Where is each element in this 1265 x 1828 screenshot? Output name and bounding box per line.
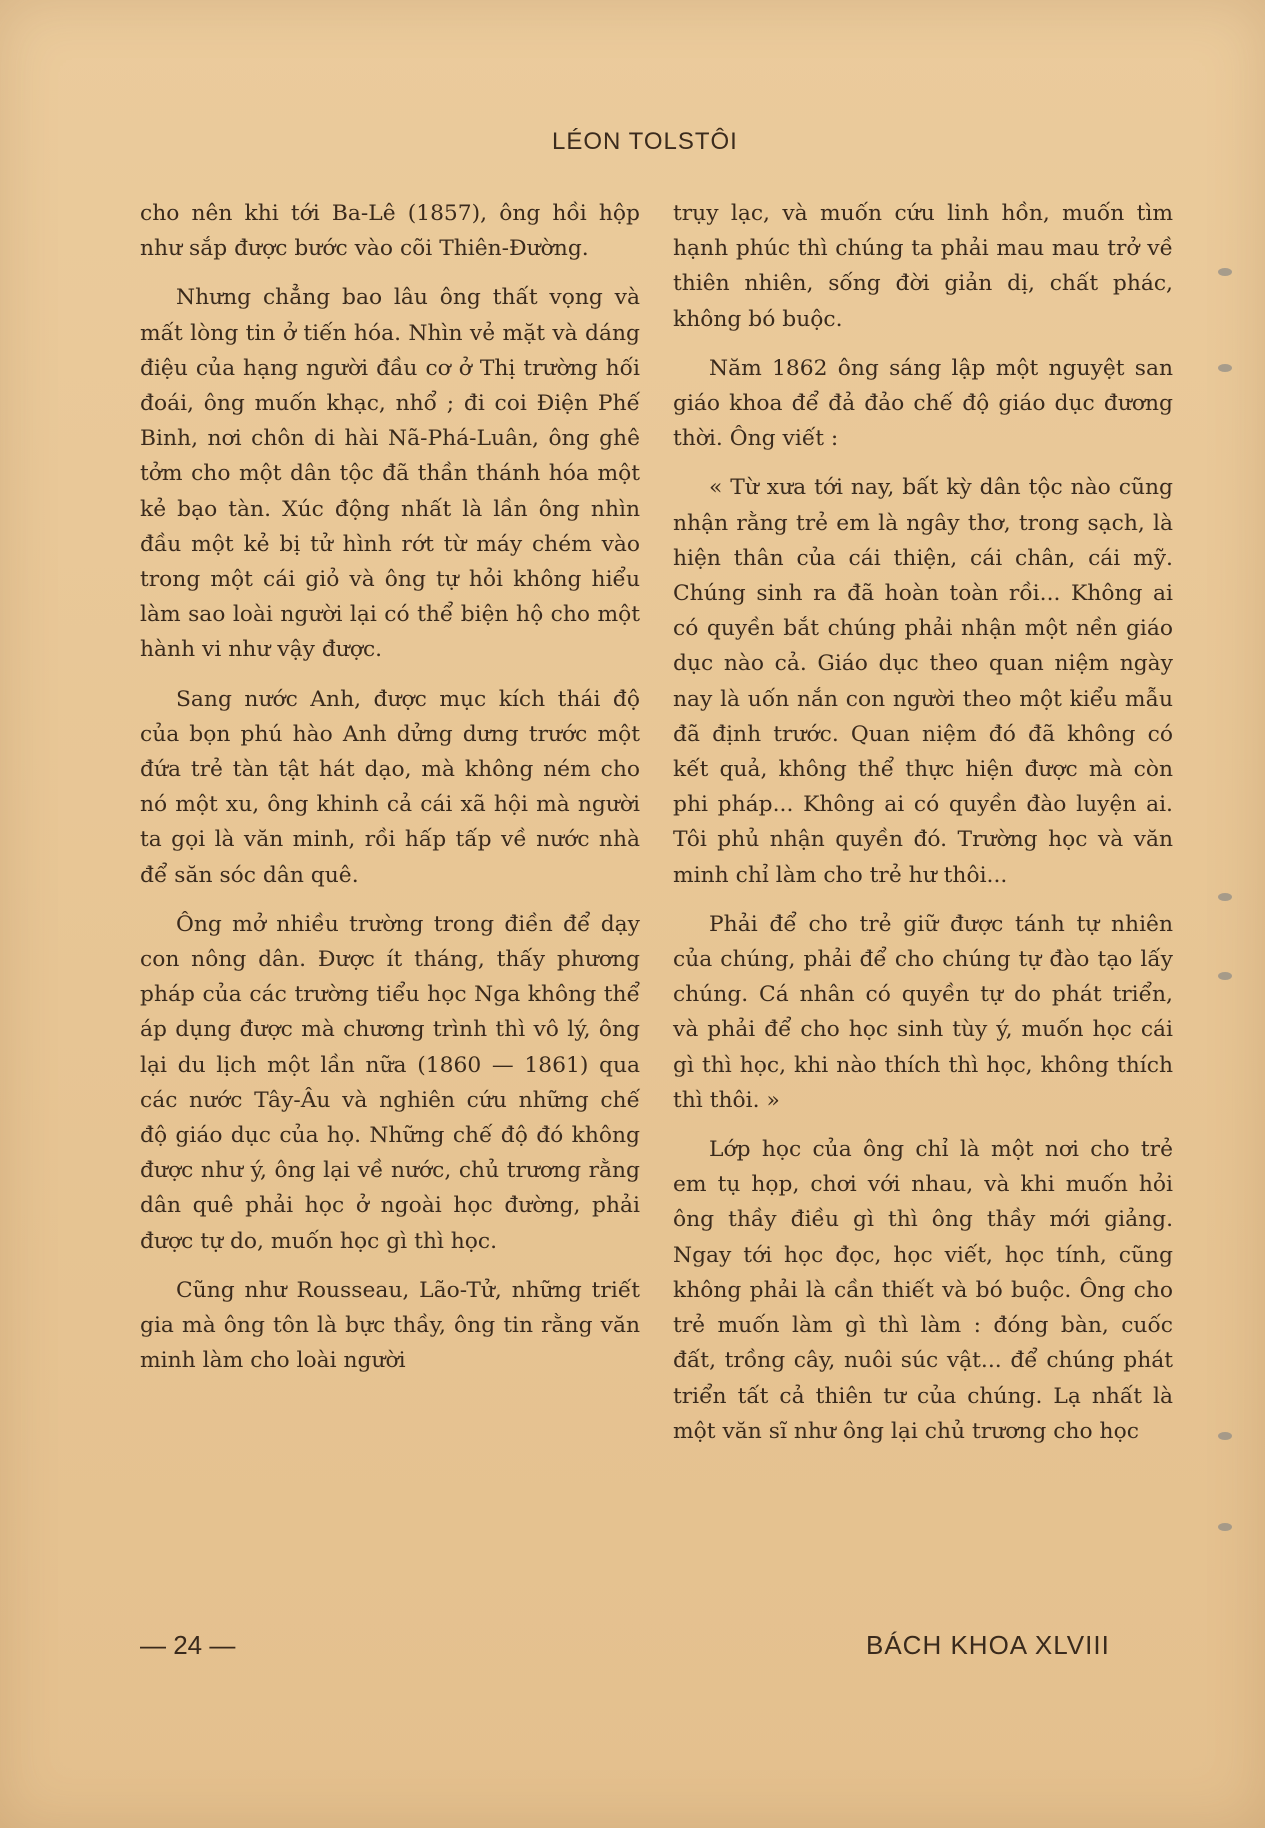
margin-stain [1218, 1432, 1232, 1440]
margin-stain [1218, 972, 1232, 980]
right-column [673, 196, 1173, 1463]
page-number: — 24 — [140, 1630, 236, 1660]
paragraph: Ông mở nhiều trường trong điền để dạy con nông dân. Được ít tháng, thấy phương pháp của các trường tiểu học Nga không thể áp dụng được mà chương trình thì vô lý, ông lại du lịch một lần nữa (1860 — 1861) qua các nước Tây-Âu và nghiên cứu những chế độ giáo dục của họ. Những chế độ đó không được như ý, ông lại về nước, chủ trương rằng dân quê phải học ở ngoài học đường, phải được tự do, muốn học gì thì học. [140, 911, 640, 1254]
paragraph: Cũng như Rousseau, Lão-Tử, những triết gia mà ông tôn là bực thầy, ông tin rằng văn minh làm cho loài người [140, 1277, 640, 1374]
paragraph: Lớp học của ông chỉ là một nơi cho trẻ em tụ họp, chơi với nhau, và khi muốn hỏi ông thầy điều gì thì ông thầy mới giảng. Ngay tới học đọc, học viết, học tính, cũng không phải là cần thiết và bó buộc. Ông cho trẻ muốn làm gì thì làm : đóng bàn, cuốc đất, trồng cây, nuôi súc vật... để chúng phát triển tất cả thiên tư của chúng. Lạ nhất là một văn sĩ như ông lại chủ trương cho học [673, 1137, 1173, 1444]
margin-stain [1218, 364, 1232, 372]
margin-stain [1218, 268, 1232, 276]
paragraph: Sang nước Anh, được mục kích thái độ của bọn phú hào Anh dửng dưng trước một đứa trẻ tàn tật hát dạo, mà không ném cho nó một xu, ông khinh cả cái xã hội mà người ta gọi là văn minh, rồi hấp tấp về nước nhà để săn sóc dân quê. [140, 686, 640, 888]
running-title: LÉON TOLSTÔI [552, 128, 738, 155]
paragraph: Nhưng chẳng bao lâu ông thất vọng và mất lòng tin ở tiến hóa. Nhìn vẻ mặt và dáng điệu của hạng người đầu cơ ở Thị trường hối đoái, ông muốn khạc, nhổ ; đi coi Điện Phế Binh, nơi chôn di hài Nã-Phá-Luân, ông ghê tởm cho một dân tộc đã thần thánh hóa một kẻ bạo tàn. Xúc động nhất là lần ông nhìn đầu một kẻ bị tử hình rớt từ máy chém vào trong một cái giỏ và ông tự hỏi không hiểu làm sao loài người lại có thể biện hộ cho một hành vi như vậy được. [140, 285, 640, 663]
paragraph: Năm 1862 ông sáng lập một nguyệt san giáo khoa để đả đảo chế độ giáo dục đương thời. Ông viết : [673, 355, 1173, 452]
left-column [140, 196, 640, 1393]
quote-paragraph: Phải để cho trẻ giữ được tánh tự nhiên của chúng, phải để cho chúng tự đào tạo lấy chúng. Cá nhân có quyền tự do phát triển, và phải để cho học sinh tùy ý, muốn học cái gì thì học, khi nào thích thì học, không thích thì thôi. » [673, 911, 1173, 1113]
quote-paragraph: « Từ xưa tới nay, bất kỳ dân tộc nào cũng nhận rằng trẻ em là ngây thơ, trong sạch, là hiện thân của cái thiện, cái chân, cái mỹ. Chúng sinh ra đã hoàn toàn rồi... Không ai có quyền bắt chúng phải nhận một nền giáo dục nào cả. Giáo dục theo quan niệm ngày nay là uốn nắn con người theo một kiểu mẫu đã định trước. Quan niệm đó đã không có kết quả, không thể thực hiện được mà còn phi pháp... Không ai có quyền đào luyện ai. Tôi phủ nhận quyền đó. Trường học và văn minh chỉ làm cho trẻ hư thôi... [673, 475, 1173, 888]
paragraph: trụy lạc, và muốn cứu linh hồn, muốn tìm hạnh phúc thì chúng ta phải mau mau trở về thiên nhiên, sống đời giản dị, chất phác, không bó buộc. [673, 201, 1173, 332]
margin-stain [1218, 893, 1232, 901]
margin-stain [1218, 1523, 1232, 1531]
paragraph: cho nên khi tới Ba-Lê (1857), ông hồi hộp như sắp được bước vào cõi Thiên-Đường. [140, 201, 640, 262]
journal-name: BÁCH KHOA XLVIII [866, 1630, 1110, 1660]
